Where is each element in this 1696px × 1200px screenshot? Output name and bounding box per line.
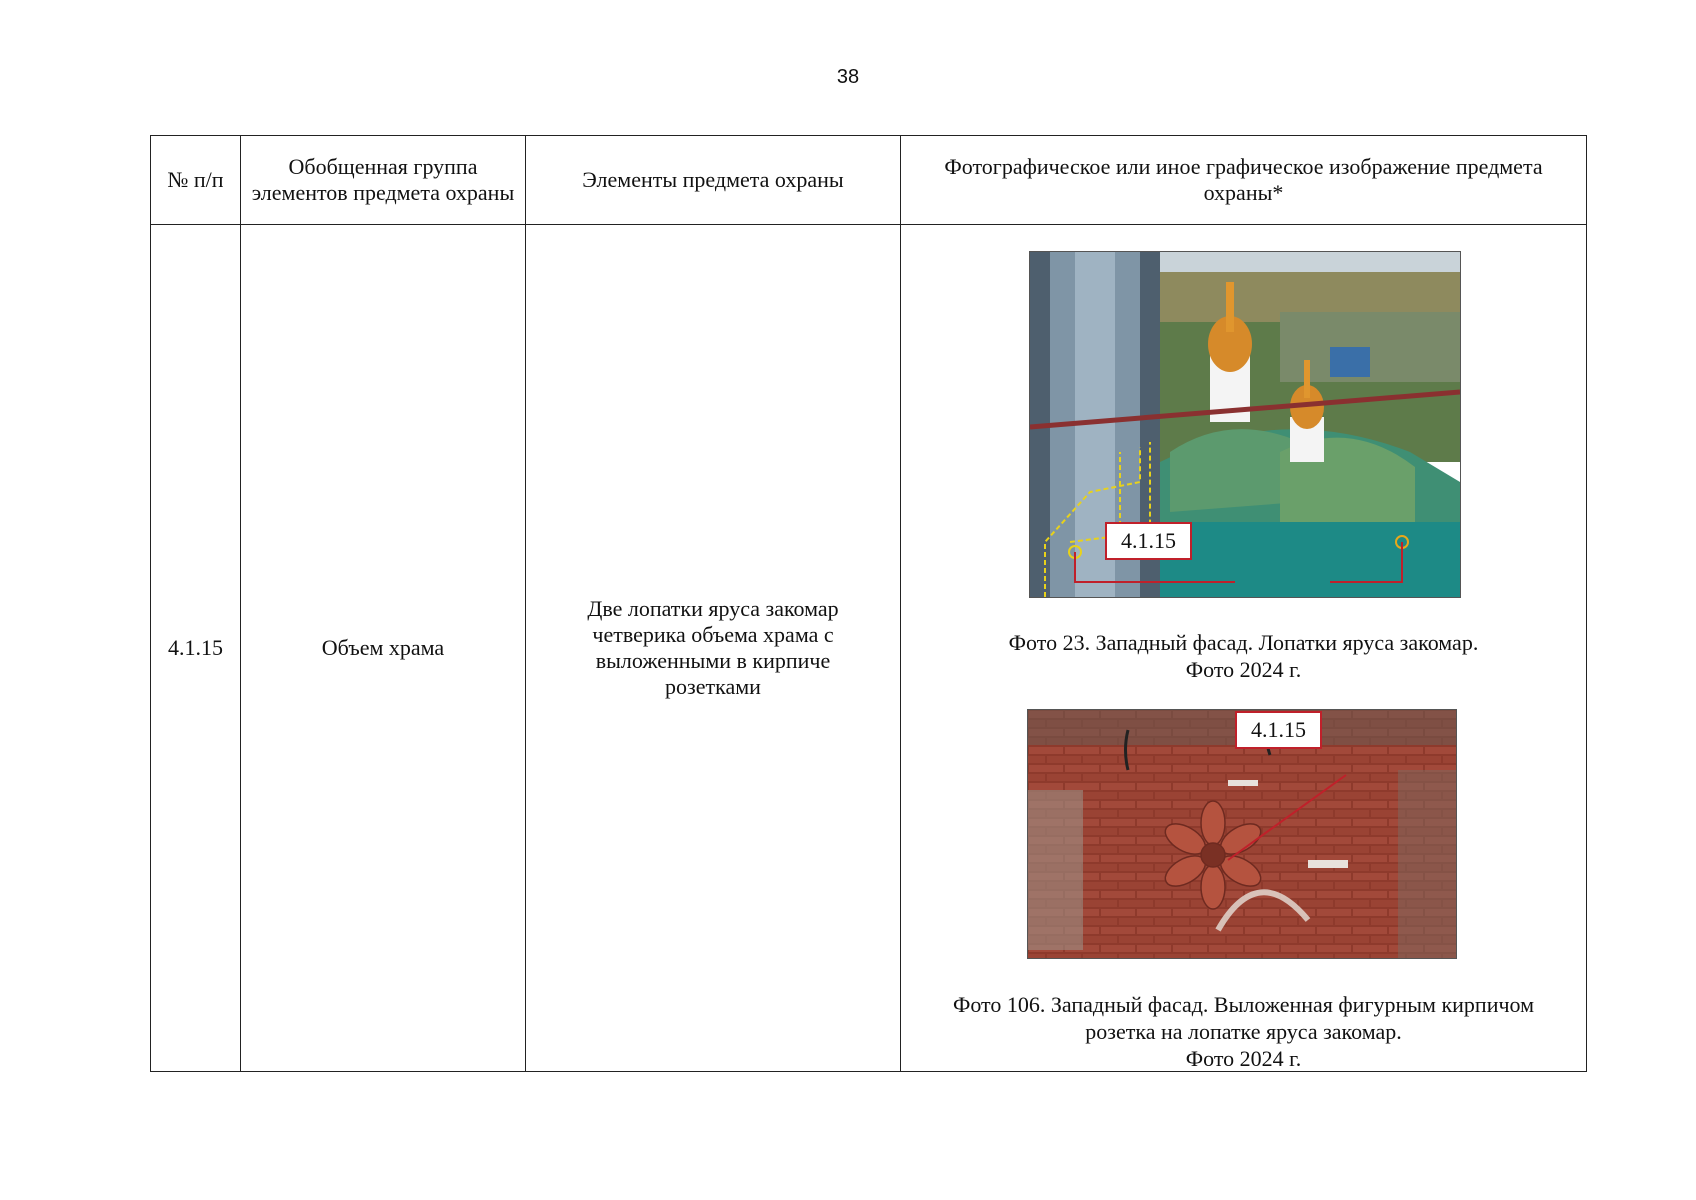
page-number: 38: [836, 66, 860, 88]
caption-photo-1: [911, 629, 1576, 683]
caption-line: Фото 2024 г.: [1185, 1046, 1302, 1071]
callout-label-photo-2: 4.1.15: [1235, 711, 1322, 749]
header-num: № п/п: [151, 136, 241, 225]
table-row: [151, 225, 1587, 1072]
header-elements: Элементы предмета охраны: [526, 136, 901, 225]
row-elements: Две лопатки яруса закомар четверика объема храма с выложенными в кирпиче розетками: [526, 225, 901, 1072]
caption-line: Фото 2024 г.: [1185, 657, 1302, 682]
caption-photo-2: [911, 991, 1576, 1072]
row-photos: [901, 225, 1587, 1072]
header-photo: Фотографическое или иное графическое изображение предмета охраны*: [901, 136, 1587, 225]
caption-line: Фото 106. Западный фасад. Выложенная фигурным кирпичом: [952, 992, 1535, 1017]
header-group: Обобщенная группа элементов предмета охраны: [241, 136, 526, 225]
caption-line: розетка на лопатке яруса закомар.: [1085, 1019, 1402, 1044]
table-header-row: [151, 136, 1587, 225]
protection-table: [150, 135, 1587, 1072]
photo-church-domes: [1029, 251, 1461, 598]
caption-line: Фото 23. Западный фасад. Лопатки яруса закомар.: [1008, 630, 1479, 655]
row-group: Объем храма: [241, 225, 526, 1072]
callout-label-photo-1: 4.1.15: [1105, 522, 1192, 560]
row-num: 4.1.15: [151, 225, 241, 1072]
